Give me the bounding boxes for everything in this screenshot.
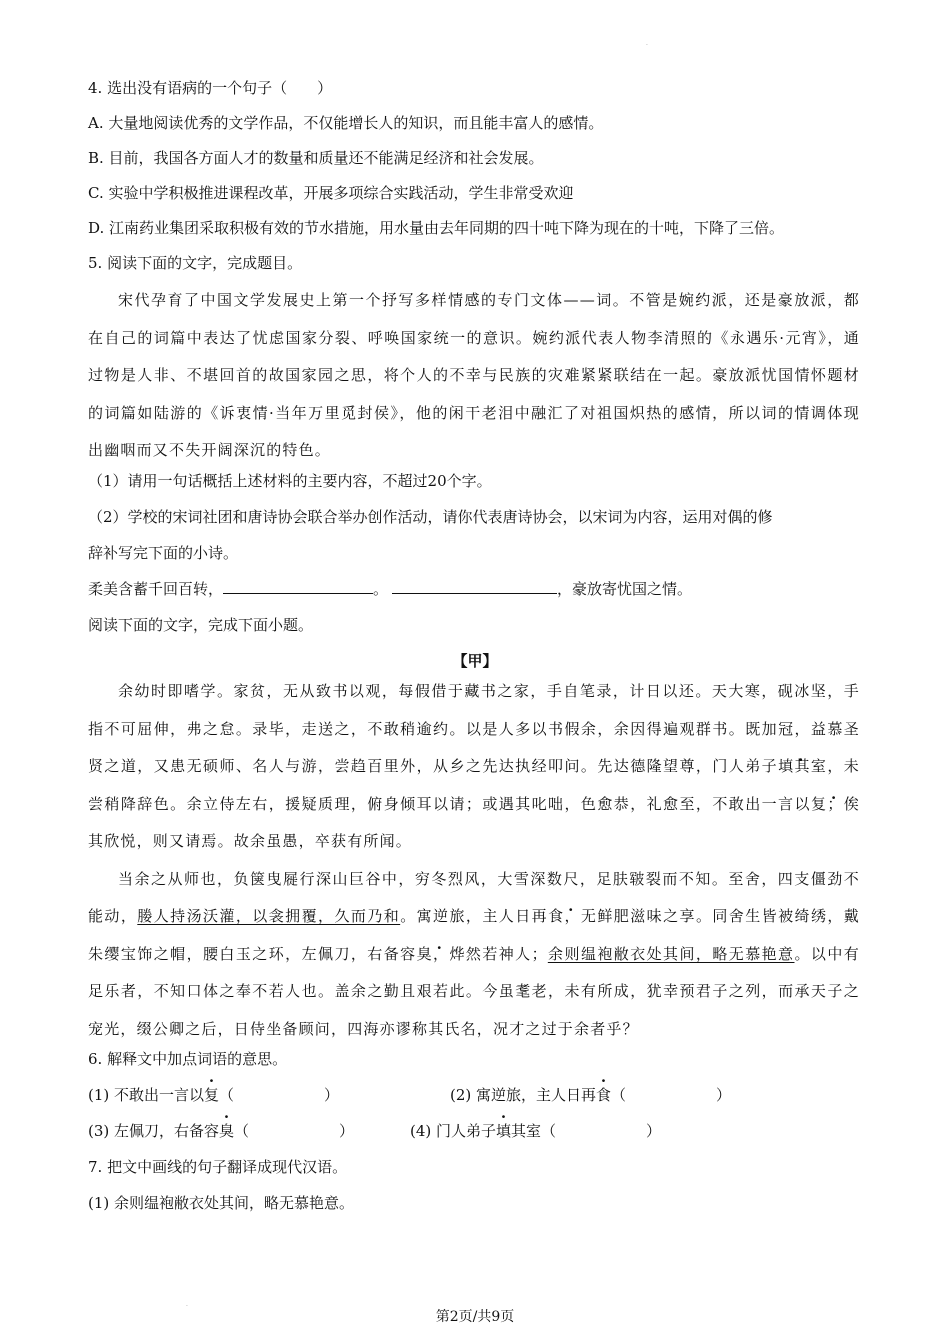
poem-blank-1[interactable] [223, 579, 373, 594]
q5-passage-text: 宋代孕育了中国文学发展史上第一个抒写多样情感的专门文体——词。不管是婉约派，还是豪放派，都在自己的词篇中表达了忧虑国家分裂、呼唤国家统一的意识。婉约派代表人物李清照的《永遇乐·元宵》，通过物是人非、不堪回首的故国家园之思，将个人的不幸与民族的灾难紧紧联结在一起。豪放派忧国情怀题材的词篇如陆游的《诉衷情·当年万里觅封侯》，他的闲干老泪中融汇了对祖国炽热的感情，所以词的情调体现出幽咽而又不失开阔深沉的特色。 [88, 291, 860, 459]
q5-sub2-line1: （2）学校的宋词社团和唐诗协会联合举办创作活动，请你代表唐诗协会，以宋词为内容，运用对偶的修 [88, 508, 773, 526]
p2-text-b: 。寓逆旅，主人日再 [400, 907, 549, 925]
q5-sub2-line2: 辞补写完下面的小诗。 [88, 544, 239, 562]
q6-item-3 [88, 1121, 354, 1141]
q6-stem: 6. 解释文中加点词语的意思。 [88, 1050, 288, 1068]
p2-dot-xiu: 臭 [416, 944, 434, 963]
reading-intro: 阅读下面的文字，完成下面小题。 [88, 616, 314, 634]
q6-item-1-answer[interactable]: （ ） [219, 1086, 340, 1104]
q4-option-c: C. 实验中学积极推进课程改革，开展多项综合实践活动，学生非常受欢迎 [88, 184, 574, 202]
q5-poem [88, 579, 692, 599]
p1-dot-fu: 复 [810, 794, 828, 813]
poem-blank-2[interactable] [392, 579, 557, 594]
q4-option-d: D. 江南药业集团采取积极有效的节水措施，用水量由去年同期的四十吨下降为现在的十吨，下降了三倍。 [88, 219, 785, 237]
q7-item-1: (1) 余则缊袍敝衣处其间，略无慕艳意。 [88, 1194, 355, 1212]
page-footer: 第2页/共9页 [435, 1309, 515, 1325]
q6-item-3-pre: (3) 左佩刀，右备容 [88, 1122, 220, 1140]
poem-start: 柔美含蓄千回百转， [88, 580, 224, 598]
q6-item-4-dot: 填 [496, 1122, 512, 1140]
p1-text-b: 其室，未尝稍降辞色。余立侍左右，援疑质理，俯身倾耳以请；或遇其叱咄，色愈恭，礼愈至，不敢出一言以 [88, 757, 860, 813]
p2-text-e: 。以中有足乐者，不知口体之奉不若人也。盖余之勤且艰若此。今虽耄老，未有所成，犹幸预君子之列，而承天子之宠光，缀公卿之后，日侍坐备顾问，四海亦谬称其氏名，况才之过于余者乎？ [88, 944, 860, 1038]
q6-item-4-answer[interactable]: 其室（ ） [511, 1122, 662, 1140]
q7-stem: 7. 把文中画线的句子翻译成现代汉语。 [88, 1158, 348, 1176]
corner-mark-bottom: · [186, 1303, 188, 1310]
poem-end: ，豪放寄忧国之情。 [557, 580, 693, 598]
p1-text-a: 余幼时即嗜学。家贫，无从致书以观，每假借于藏书之家，手自笔录，计日以还。天大寒，砚冰坚，手指不可屈伸，弗之怠。录毕，走送之，不敢稍逾约。以是人多以书假余，余因得遍观群书。既加冠，益慕圣贤之道，又患无硕师、名人与游，尝趋百里外，从乡之先达执经叩问。先达德隆望尊，门人弟子 [88, 682, 860, 775]
q6-item-3-dot: 臭 [219, 1122, 235, 1140]
q6-item-2 [450, 1085, 731, 1105]
q6-item-1 [88, 1085, 339, 1105]
underlined-sentence-2: 余则缊袍敝衣处其间，略无慕艳意 [547, 944, 795, 963]
q6-item-4-pre: (4) 门人弟子 [410, 1122, 497, 1140]
classical-passage [88, 673, 860, 1048]
q6-item-2-pre: (2) 寓逆旅，主人日再 [450, 1086, 597, 1104]
q6-item-2-dot: 食 [596, 1086, 612, 1104]
p2-text-a: 当余之从师也，负箧曳屣行深山巨谷中，穷冬烈风，大雪深数尺，足肤皲裂而不知。至舍，四支僵劲不能动， [88, 869, 860, 925]
p1-text-c: ；俟其欣悦，则又请焉。故余虽愚，卒获有所闻。 [88, 794, 861, 850]
poem-mid: 。 [373, 580, 389, 598]
q5-stem: 5. 阅读下面的文字，完成题目。 [88, 254, 303, 272]
classical-para-2 [88, 861, 860, 1049]
q4-option-b: B. 目前，我国各方面人才的数量和质量还不能满足经济和社会发展。 [88, 149, 544, 167]
q6-item-1-dot: 复 [204, 1086, 220, 1104]
underlined-sentence-1: 媵人持汤沃灌，以衾拥覆，久而乃和 [137, 907, 401, 925]
q4-option-a: A. 大量地阅读优秀的文学作品，不仅能增长人的知识，而且能丰富人的感情。 [88, 114, 604, 132]
p2-dot-shi: 食 [548, 907, 565, 925]
q6-item-1-pre: (1) 不敢出一言以 [88, 1086, 205, 1104]
classical-para-1 [88, 673, 860, 861]
p1-dot-tian: 填 [778, 757, 795, 775]
p2-text-c: ，无鲜肥滋味之享。同舍生皆被绮绣，戴朱缨宝饰之帽，腰白玉之环，左佩刀，右备容 [88, 907, 861, 963]
passage-title: 【甲】 [452, 652, 498, 670]
q6-item-2-answer[interactable]: （ ） [611, 1086, 732, 1104]
p2-text-d: ，烨然若神人； [433, 944, 548, 963]
q4-stem: 4. 选出没有语病的一个句子（ ） [88, 79, 333, 97]
q6-item-3-answer[interactable]: （ ） [234, 1122, 355, 1140]
corner-mark: · [646, 42, 648, 49]
q5-sub1: （1）请用一句话概括上述材料的主要内容，不超过20个字。 [88, 472, 492, 490]
q5-passage [88, 282, 860, 470]
q6-item-4 [410, 1121, 661, 1141]
